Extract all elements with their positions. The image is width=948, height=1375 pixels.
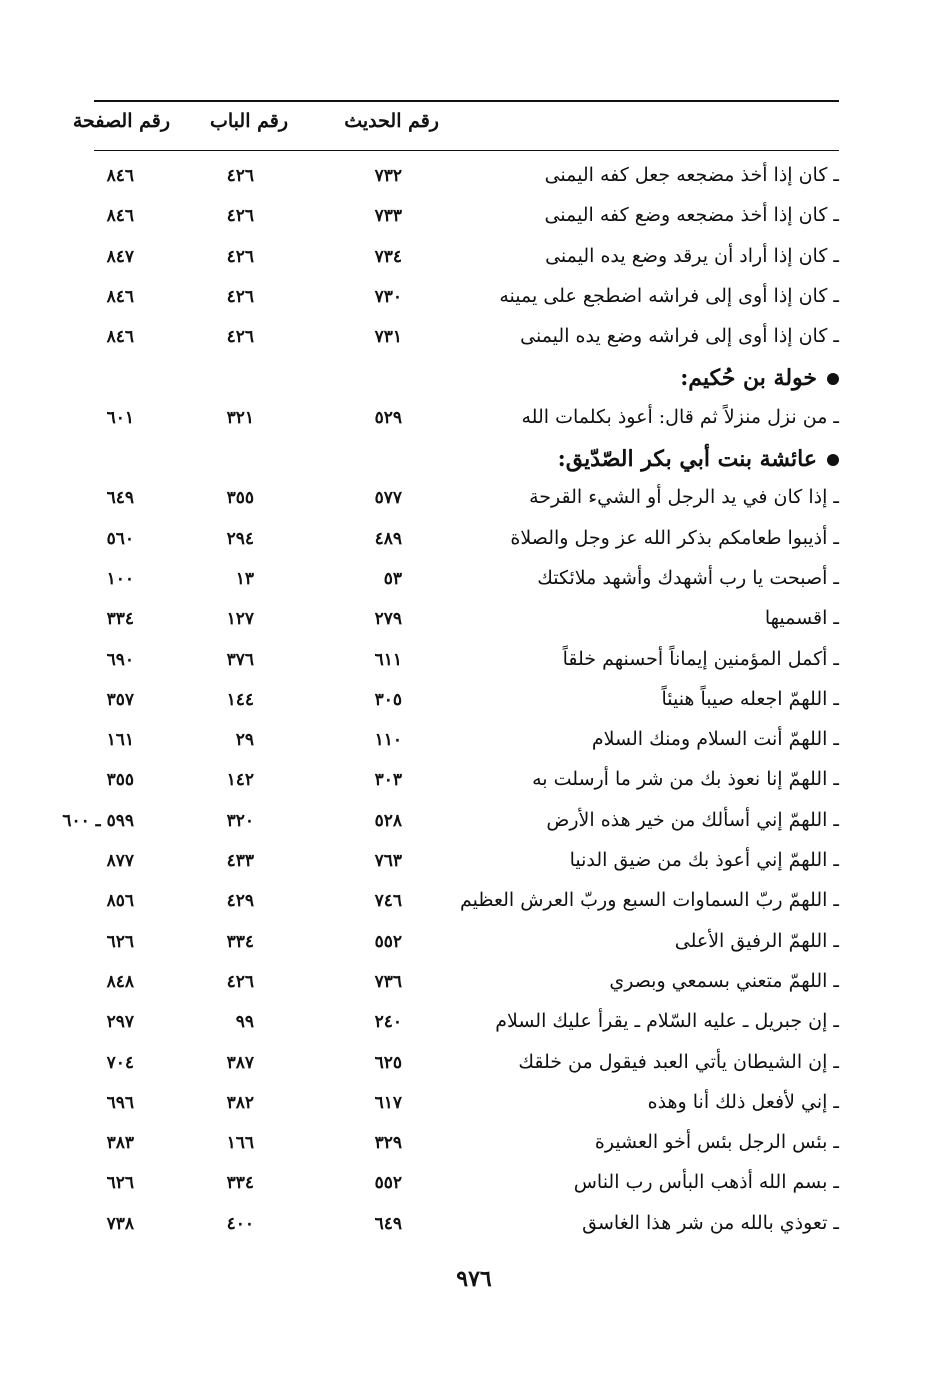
header-bab-number: رقم الباب xyxy=(210,110,288,132)
page-ref: ١٦١ xyxy=(106,730,134,751)
hadith-text: ـ اللهمّ إنا نعوذ بك من شر ما أرسلت به xyxy=(532,768,839,791)
hadith-text: ـ تعوذي بالله من شر هذا الغاسق xyxy=(582,1211,839,1234)
hadith-number: ٢٧٩ xyxy=(374,609,402,630)
hadith-number: ٥٧٧ xyxy=(374,488,402,509)
index-row xyxy=(94,1045,839,1085)
hadith-text: ـ أصبحت يا رب أشهدك وأشهد ملائكتك xyxy=(537,566,839,589)
index-row xyxy=(94,843,839,883)
index-row xyxy=(94,1125,839,1165)
hadith-text: ـ كان إذا أوى إلى فراشه وضع يده اليمنى xyxy=(520,325,839,348)
bab-number: ١٤٤ xyxy=(226,689,254,710)
index-row xyxy=(94,642,839,682)
page-ref: ٥٩٩ ـ ٦٠٠ xyxy=(62,810,134,831)
section-heading xyxy=(94,440,839,480)
hadith-number: ٧٣٣ xyxy=(374,206,402,227)
page-ref: ٦٢٦ xyxy=(106,931,134,952)
hadith-text: ـ اقسميها xyxy=(764,607,839,630)
hadith-number: ٦١١ xyxy=(374,649,402,670)
index-row xyxy=(94,561,839,601)
bab-number: ٣٨٢ xyxy=(226,1092,254,1113)
hadith-text: ـ إذا كان في يد الرجل أو الشيء القرحة xyxy=(529,486,839,509)
hadith-number: ٧٣٦ xyxy=(374,971,402,992)
bab-number: ٢٩ xyxy=(235,730,254,751)
index-row xyxy=(94,722,839,762)
header-page-number: رقم الصفحة xyxy=(72,110,170,132)
index-row xyxy=(94,158,839,198)
hadith-text: ـ أذيبوا طعامكم بذكر الله عز وجل والصلاة xyxy=(510,526,839,549)
page-ref: ٦٩٠ xyxy=(106,649,134,670)
section-label: عائشة بنت أبي بكر الصّدّيق: xyxy=(557,446,817,473)
bab-number: ١٦٦ xyxy=(226,1133,254,1154)
index-row xyxy=(94,924,839,964)
hadith-text: ـ أكمل المؤمنين إيماناً أحسنهم خلقاً xyxy=(562,647,839,670)
hadith-number: ٧٣٢ xyxy=(374,166,402,186)
section-title xyxy=(680,365,839,391)
hadith-number: ٧٣٤ xyxy=(374,246,402,267)
page-ref: ٢٩٧ xyxy=(106,1012,134,1033)
hadith-text: ـ كان إذا أوى إلى فراشه اضطجع على يمينه xyxy=(499,284,839,307)
hadith-text: ـ إن جبريل ـ عليه السّلام ـ يقرأ عليك السلام xyxy=(495,1010,839,1033)
page-ref: ٥٦٠ xyxy=(106,528,134,549)
bab-number: ٤٢٦ xyxy=(226,246,254,267)
hadith-number: ٥٣ xyxy=(383,568,402,589)
hadith-text: ـ إن الشيطان يأتي العبد فيقول من خلقك xyxy=(518,1050,839,1073)
index-row xyxy=(94,762,839,802)
hadith-number: ٦٢٥ xyxy=(374,1052,402,1073)
page-ref: ١٠٠ xyxy=(106,568,134,589)
page-ref: ٦٢٦ xyxy=(106,1173,134,1194)
index-row xyxy=(94,883,839,923)
hadith-number: ٤٨٩ xyxy=(374,528,402,549)
index-row xyxy=(94,319,839,359)
bab-number: ٤٢٦ xyxy=(226,971,254,992)
index-row xyxy=(94,1206,839,1246)
hadith-number: ٣٠٣ xyxy=(374,770,402,791)
bab-number: ٣٧٦ xyxy=(226,649,254,670)
bab-number: ٣٨٧ xyxy=(226,1052,254,1073)
hadith-text: ـ اللهمّ اجعله صيباً هنيئاً xyxy=(661,687,839,710)
page-ref: ٦٩٦ xyxy=(106,1092,134,1113)
bullet-icon xyxy=(827,373,839,385)
page-ref: ٣٥٥ xyxy=(106,770,134,791)
bab-number: ٣٣٤ xyxy=(226,931,254,952)
hadith-text: ـ كان إذا أخذ مضجعه جعل كفه اليمنى xyxy=(544,164,839,186)
bab-number: ١٢٧ xyxy=(226,609,254,630)
bab-number: ٩٩ xyxy=(235,1012,254,1033)
index-row xyxy=(94,521,839,561)
hadith-number: ٣٢٩ xyxy=(374,1133,402,1154)
hadith-text: ـ اللهمّ متعني بسمعي وبصري xyxy=(609,969,839,992)
section-label: خولة بن حُكيم: xyxy=(680,365,817,392)
page-ref: ٨٤٦ xyxy=(106,166,134,186)
hadith-number: ١١٠ xyxy=(374,730,402,751)
bab-number: ٣٣٤ xyxy=(226,1173,254,1194)
bab-number: ٣٢٠ xyxy=(226,810,254,831)
page-number: ٩٧٦ xyxy=(456,1266,492,1292)
hadith-number: ٢٤٠ xyxy=(374,1012,402,1033)
index-row xyxy=(94,480,839,520)
index-row xyxy=(94,198,839,238)
bab-number: ٤٢٩ xyxy=(226,891,254,912)
hadith-number: ٥٥٢ xyxy=(374,931,402,952)
page-ref: ٣٣٤ xyxy=(106,609,134,630)
hadith-number: ٥٢٩ xyxy=(374,407,402,428)
hadith-number: ٣٠٥ xyxy=(374,689,402,710)
hadith-number: ٥٥٢ xyxy=(374,1173,402,1194)
index-row xyxy=(94,400,839,440)
hadith-text: ـ إني لأفعل ذلك أنا وهذه xyxy=(647,1090,839,1113)
page-ref: ٣٥٧ xyxy=(106,689,134,710)
hadith-text: ـ اللهمّ إني أعوذ بك من ضيق الدنيا xyxy=(569,849,839,872)
hadith-number: ٦٤٩ xyxy=(374,1213,402,1234)
index-row xyxy=(94,1085,839,1125)
section-title xyxy=(558,446,839,472)
bab-number: ٤٢٦ xyxy=(226,206,254,227)
hadith-text: ـ بسم الله أذهب البأس رب الناس xyxy=(573,1171,839,1194)
page-ref: ٨٥٦ xyxy=(106,891,134,912)
bab-number: ١٣ xyxy=(235,568,254,589)
index-row xyxy=(94,682,839,722)
index-row xyxy=(94,1004,839,1044)
hadith-text: ـ كان إذا أراد أن يرقد وضع يده اليمنى xyxy=(545,244,839,267)
hadith-text: ـ اللهمّ أنت السلام ومنك السلام xyxy=(591,728,839,751)
bab-number: ٤٢٦ xyxy=(226,286,254,307)
bab-number: ٤٢٦ xyxy=(226,166,254,186)
page-ref: ٣٨٣ xyxy=(106,1133,134,1154)
index-table xyxy=(62,158,839,1246)
hadith-number: ٧٤٦ xyxy=(374,891,402,912)
bab-number: ٣٥٥ xyxy=(226,488,254,509)
index-row xyxy=(94,239,839,279)
bab-number: ٤٣٣ xyxy=(226,851,254,872)
page-ref: ٨٤٧ xyxy=(106,246,134,267)
page-ref: ٨٤٦ xyxy=(106,206,134,227)
hadith-text: ـ اللهمّ الرفيق الأعلى xyxy=(674,929,839,952)
page-ref: ٦٤٩ xyxy=(106,488,134,509)
bab-number: ٢٩٤ xyxy=(226,528,254,549)
hadith-number: ٧٦٣ xyxy=(374,851,402,872)
page-ref: ٧٠٤ xyxy=(106,1052,134,1073)
hadith-text: ـ اللهمّ ربّ السماوات السبع وربّ العرش العظيم xyxy=(459,889,839,912)
hadith-number: ٧٣١ xyxy=(374,327,402,348)
hadith-text: ـ من نزل منزلاً ثم قال: أعوذ بكلمات الله xyxy=(521,405,839,428)
bab-number: ٤٢٦ xyxy=(226,327,254,348)
hadith-text: ـ كان إذا أخذ مضجعه وضع كفه اليمنى xyxy=(544,204,839,227)
section-heading xyxy=(94,359,839,399)
hadith-text: ـ اللهمّ إني أسألك من خير هذه الأرض xyxy=(546,808,839,831)
hadith-number: ٥٢٨ xyxy=(374,810,402,831)
header-hadith-number: رقم الحديث xyxy=(344,110,439,132)
page-ref: ٨٤٦ xyxy=(106,327,134,348)
bab-number: ١٤٢ xyxy=(226,770,254,791)
page-ref: ٦٠١ xyxy=(106,407,134,428)
page-ref: ٨٧٧ xyxy=(106,851,134,872)
index-row xyxy=(94,279,839,319)
index-row xyxy=(94,964,839,1004)
hadith-number: ٧٣٠ xyxy=(374,286,402,307)
index-row xyxy=(94,601,839,641)
top-rule xyxy=(94,100,839,102)
page-ref: ٨٤٨ xyxy=(106,971,134,992)
hadith-text: ـ بئس الرجل بئس أخو العشيرة xyxy=(594,1131,839,1154)
index-row xyxy=(62,803,839,843)
page-ref: ٨٤٦ xyxy=(106,286,134,307)
page-ref: ٧٣٨ xyxy=(106,1213,134,1234)
index-row xyxy=(94,1165,839,1205)
bab-number: ٣٢١ xyxy=(226,407,254,428)
bab-number: ٤٠٠ xyxy=(226,1213,254,1234)
bullet-icon xyxy=(827,454,839,466)
hadith-number: ٦١٧ xyxy=(374,1092,402,1113)
header-rule xyxy=(94,150,839,151)
